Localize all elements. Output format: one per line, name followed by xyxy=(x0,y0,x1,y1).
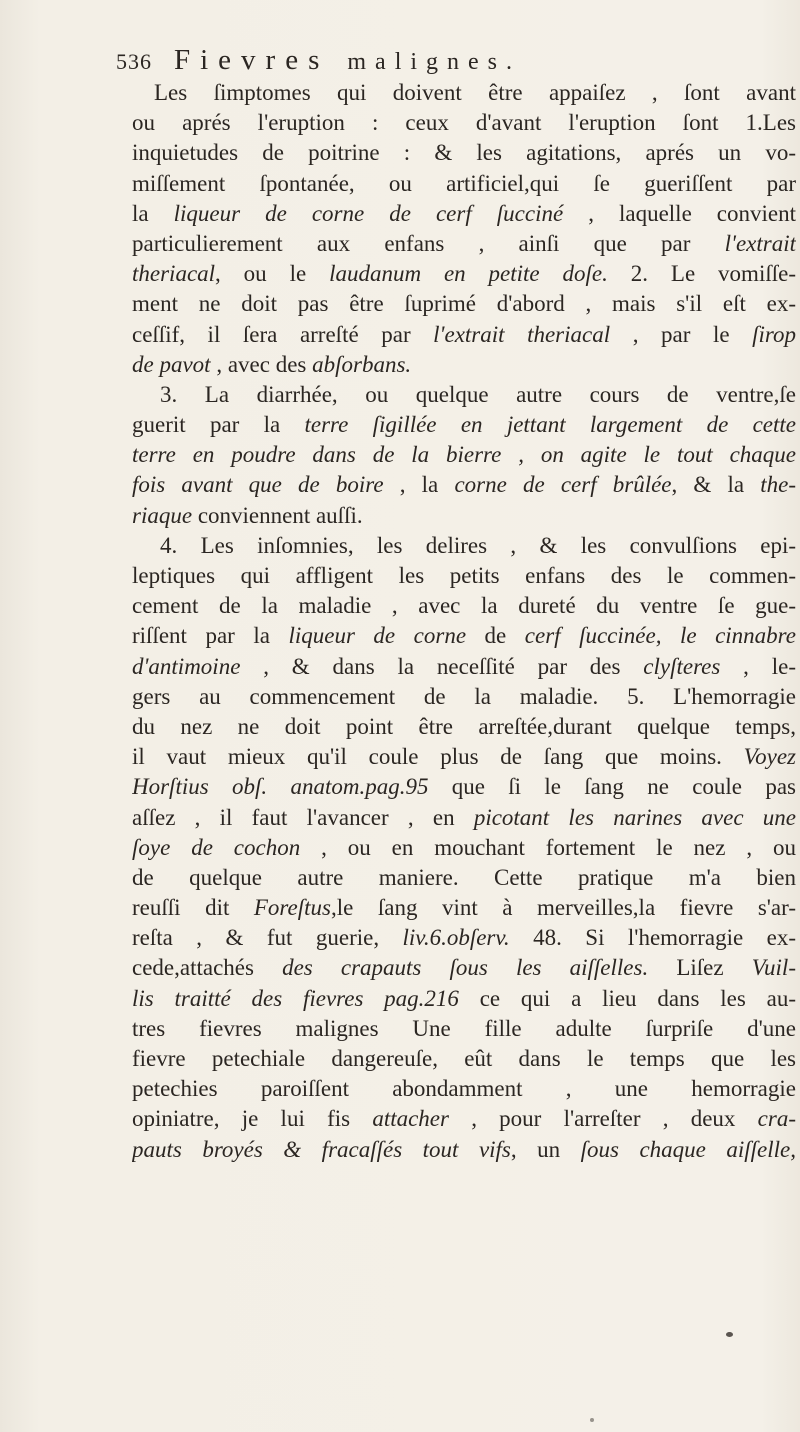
running-header xyxy=(116,42,796,80)
text-line xyxy=(132,984,796,1014)
text-line xyxy=(132,923,796,953)
text-segment: particulierement aux enfans , ainſi que par xyxy=(132,230,725,256)
text-segment: riſſent par la xyxy=(132,623,289,649)
italic-segment: Horſtius obſ. anatom.pag.95 xyxy=(132,774,429,800)
italic-segment: corne de cerf brûlée xyxy=(454,472,672,498)
text-line xyxy=(132,380,796,410)
italic-segment: attacher xyxy=(372,1106,449,1132)
text-line xyxy=(132,953,796,983)
italic-segment: ſoye de cochon xyxy=(132,834,301,860)
text-line xyxy=(132,591,796,621)
text-segment: que ſi le ſang ne coule pas xyxy=(428,774,796,800)
text-line xyxy=(132,1074,796,1104)
text-line xyxy=(132,893,796,923)
text-line xyxy=(132,289,796,319)
text-segment: de quelque autre maniere. Cette pratique m'a bien xyxy=(132,864,796,890)
italic-segment: lis traitté des fievres pag.216 xyxy=(132,985,459,1011)
text-segment: , avec des xyxy=(210,351,313,377)
text-line xyxy=(132,652,796,682)
text-line xyxy=(132,621,796,651)
italic-segment: clyſteres xyxy=(643,653,721,679)
text-line xyxy=(132,199,796,229)
italic-segment: cra- xyxy=(757,1106,796,1132)
text-segment: conviennent auſſi. xyxy=(192,502,363,528)
italic-segment: ſous chaque aiſſelle, xyxy=(580,1136,796,1162)
text-line xyxy=(132,863,796,893)
text-line xyxy=(132,561,796,591)
italic-segment: Foreſtus xyxy=(253,895,331,921)
italic-segment: d'antimoine xyxy=(132,653,241,679)
text-line xyxy=(132,682,796,712)
text-segment: 4. Les inſomnies, les delires , & les convulſions epi- xyxy=(160,532,796,558)
italic-segment: cerf ſuccinée, le cinnabre xyxy=(524,623,796,649)
italic-segment: de pavot xyxy=(132,351,211,377)
page-number: 536 xyxy=(116,49,152,74)
text-segment: 3. La diarrhée, ou quelque autre cours de ventre,ſe xyxy=(160,381,796,407)
text-segment: opiniatre, je lui fis xyxy=(132,1106,373,1132)
italic-segment: pauts broyés & fracaſſés tout vifs xyxy=(132,1136,511,1162)
italic-segment: riaque xyxy=(132,502,193,528)
text-segment: Les ſimptomes qui doivent être appaiſez , ſont avant xyxy=(154,80,796,105)
text-line xyxy=(132,1104,796,1134)
text-segment: , & dans la neceſſité par des xyxy=(240,653,644,679)
ink-speck xyxy=(726,1332,733,1337)
text-line xyxy=(132,501,796,531)
text-line xyxy=(132,833,796,863)
text-segment: reuſſi dit xyxy=(132,895,254,921)
text-line xyxy=(132,350,796,380)
text-line xyxy=(132,108,796,138)
text-segment: , un xyxy=(510,1136,581,1162)
text-segment: , le- xyxy=(720,653,796,679)
text-segment: fievre petechiale dangereuſe, eût dans le temps que les xyxy=(132,1046,796,1071)
italic-segment: picotant les narines avec une xyxy=(473,804,796,830)
italic-segment: terre ſigillée en jettant largement de cette xyxy=(304,412,796,438)
text-segment: , par le xyxy=(610,321,753,347)
text-segment: cement de la maladie , avec la dureté du ventre ſe gue- xyxy=(132,593,796,619)
text-line xyxy=(132,1135,796,1165)
text-segment: il vaut mieux qu'il coule plus de ſang que moins. xyxy=(132,744,744,770)
text-segment: tres fievres malignes Une fille adulte ſurpriſe d'une xyxy=(132,1015,796,1041)
text-segment: ce qui a lieu dans les au- xyxy=(458,985,796,1011)
text-line xyxy=(132,531,796,561)
text-segment: guerit par la xyxy=(132,412,305,438)
text-segment: gers au commencement de la maladie. 5. L'hemorragie xyxy=(132,683,796,709)
text-segment: miſſement ſpontanée, ou artificiel,qui ſe gueriſſent par xyxy=(132,170,796,196)
italic-segment: des crapauts ſous les aiſſelles. xyxy=(282,955,649,981)
text-segment: cede,attachés xyxy=(132,955,283,981)
italic-segment: ſirop xyxy=(752,321,796,347)
text-segment: petechies paroiſſent abondamment , une hemorragie xyxy=(132,1076,796,1102)
text-line xyxy=(132,772,796,802)
text-line xyxy=(132,470,796,500)
text-segment: aſſez , il faut l'avancer , en xyxy=(132,804,474,830)
italic-segment: theriacal xyxy=(132,261,216,287)
text-line xyxy=(132,78,796,108)
italic-segment: Vuil- xyxy=(751,955,796,981)
text-segment: , & la xyxy=(671,472,761,498)
ink-speck xyxy=(590,1418,594,1422)
text-segment: leptiques qui affligent les petits enfans des le commen- xyxy=(132,563,796,588)
text-segment: de xyxy=(466,623,525,649)
text-segment: ceſſif, il ſera arreſté par xyxy=(132,321,434,347)
text-segment: reſta , & fut guerie, xyxy=(132,925,403,951)
text-line xyxy=(132,712,796,742)
body-text xyxy=(132,78,796,1165)
italic-segment: l'extrait theriacal xyxy=(433,321,611,347)
italic-segment: Voyez xyxy=(743,744,796,770)
italic-segment: liqueur de corne xyxy=(288,623,467,649)
text-line xyxy=(132,1014,796,1044)
text-segment: la xyxy=(132,200,174,226)
text-segment: ,le ſang vint à merveilles,la fievre s'ar- xyxy=(330,895,796,921)
text-segment: 2. Le vomiſſe- xyxy=(607,261,796,287)
italic-segment: the- xyxy=(760,472,796,498)
text-line xyxy=(132,138,796,168)
text-segment: ou aprés l'eruption : ceux d'avant l'eruption ſont 1.Les xyxy=(132,110,796,136)
text-line xyxy=(132,440,796,470)
text-line xyxy=(132,169,796,199)
text-segment: , laquelle convient xyxy=(563,200,796,226)
text-segment: , ou le xyxy=(215,261,330,287)
text-segment: , la xyxy=(383,472,455,498)
text-segment: , ou en mouchant fortement le nez , ou xyxy=(300,834,796,860)
text-segment: 48. Si l'hemorragie ex- xyxy=(509,925,796,951)
text-segment: , pour l'arreſter , deux xyxy=(448,1106,758,1132)
text-line xyxy=(132,229,796,259)
text-line xyxy=(132,803,796,833)
text-segment: du nez ne doit point être arreſtée,durant quelque temps, xyxy=(132,713,796,739)
italic-segment: liv.6.obſerv. xyxy=(402,925,510,951)
text-line xyxy=(132,742,796,772)
running-title-word-1: Fievres xyxy=(174,44,330,76)
italic-segment: laudanum en petite doſe. xyxy=(329,261,608,287)
italic-segment: liqueur de corne de cerf ſucciné xyxy=(173,200,564,226)
text-segment: inquietudes de poitrine : & les agitations, aprés un vo- xyxy=(132,140,796,166)
italic-segment: fois avant que de boire xyxy=(132,472,384,498)
text-line xyxy=(132,320,796,350)
text-segment: Liſez xyxy=(648,955,752,981)
italic-segment: abſorbans. xyxy=(312,351,412,377)
running-title-word-2: malignes. xyxy=(347,49,522,75)
text-line xyxy=(132,410,796,440)
text-line xyxy=(132,1044,796,1074)
text-segment: ment ne doit pas être ſuprimé d'abord , mais s'il eſt ex- xyxy=(132,291,796,317)
italic-segment: terre en poudre dans de la bierre , on agite le tout chaque xyxy=(132,442,796,468)
italic-segment: l'extrait xyxy=(724,230,796,256)
text-line xyxy=(132,259,796,289)
